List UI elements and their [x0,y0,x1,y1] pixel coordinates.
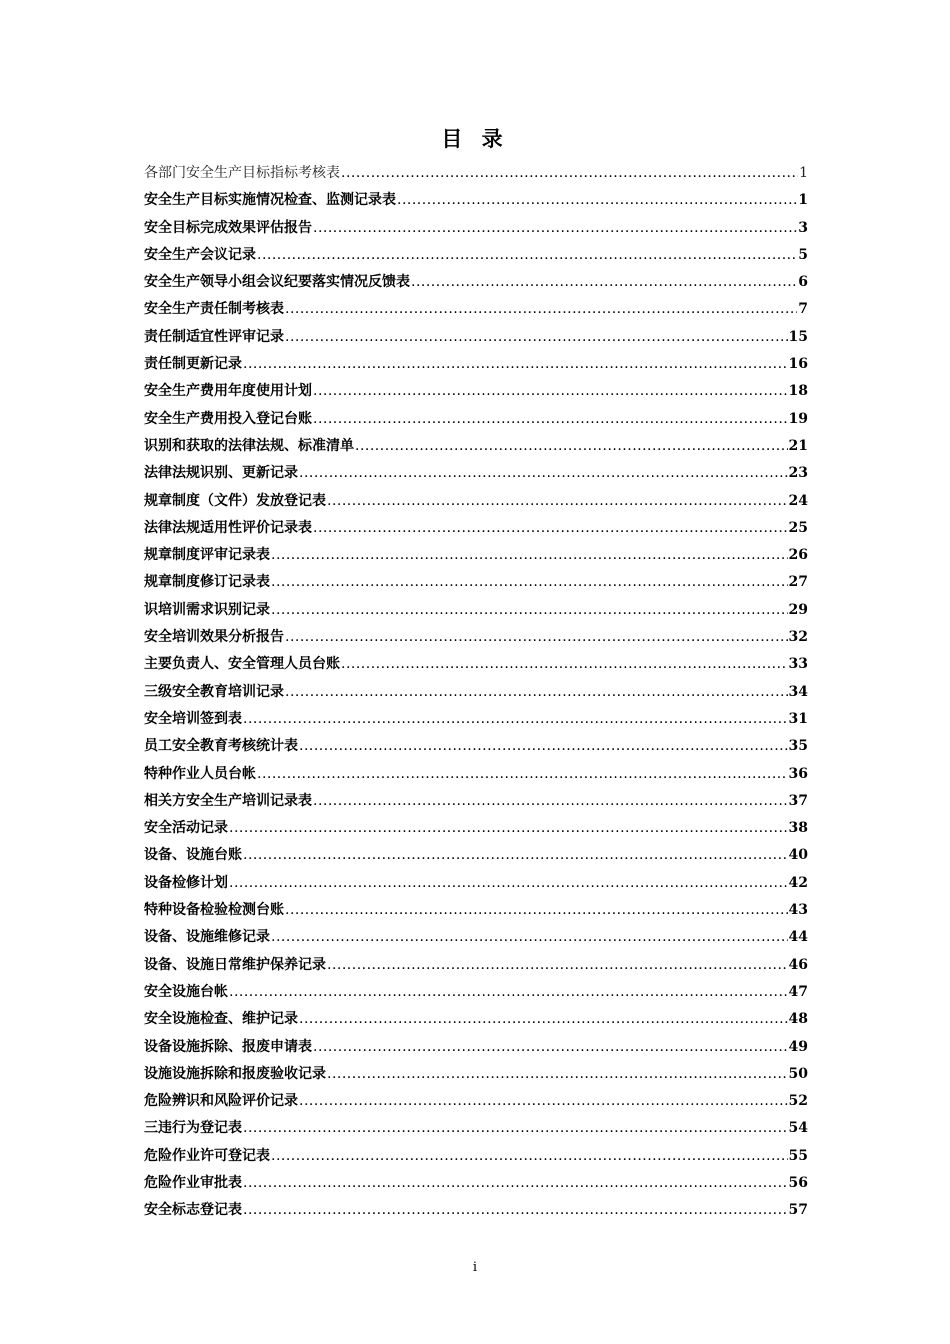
toc-entry-label: 安全生产责任制考核表 [144,301,284,318]
toc-entry-label: 危险作业审批表 [144,1174,242,1191]
toc-entry-page-number: 57 [788,1202,808,1219]
toc-entry-page-number: 54 [788,1120,808,1137]
toc-entry-page-number: 43 [788,902,808,919]
toc-entry-label: 相关方安全生产培训记录表 [144,792,312,809]
toc-entry[interactable] [144,242,808,269]
toc-entry[interactable] [144,296,808,323]
toc-entry-page-number: 46 [788,956,808,973]
page-title: 目 录 [441,126,509,151]
toc-dot-leader [285,624,788,651]
toc-entry[interactable] [144,351,808,378]
toc-entry-page-number: 48 [788,1011,808,1028]
toc-entry-page-number: 15 [788,328,808,345]
toc-entry-label: 识别和获取的法律法规、标准清单 [144,437,354,454]
toc-entry-page-number: 27 [788,574,808,591]
toc-entry-page-number: 24 [788,492,808,509]
toc-entry-label: 安全生产目标实施情况检查、监测记录表 [144,192,396,209]
toc-entry-page-number: 1 [799,165,808,181]
toc-entry[interactable] [144,1197,808,1224]
toc-entry-page-number: 40 [788,847,808,864]
toc-entry-page-number: 32 [788,629,808,646]
toc-dot-leader [271,924,788,951]
toc-entry-page-number: 44 [788,929,808,946]
toc-entry[interactable] [144,624,808,651]
toc-dot-leader [229,870,788,897]
toc-entry[interactable] [144,1143,808,1170]
toc-entry-page-number: 16 [788,356,808,373]
toc-entry[interactable] [144,433,808,460]
toc-entry[interactable] [144,488,808,515]
toc-entry-page-number: 38 [788,820,808,837]
toc-dot-leader [285,324,788,351]
toc-entry-page-number: 21 [788,437,808,454]
toc-entry-label: 设备设施拆除、报废申请表 [144,1038,312,1055]
toc-entry-page-number: 52 [788,1093,808,1110]
toc-entry-label: 安全培训签到表 [144,710,242,727]
toc-entry-label: 责任制更新记录 [144,356,242,373]
toc-entry-label: 设备、设施台账 [144,847,242,864]
toc-dot-leader [285,679,788,706]
toc-entry[interactable] [144,569,808,596]
toc-entry-page-number: 42 [788,874,808,891]
toc-entry[interactable] [144,187,808,214]
toc-dot-leader [299,460,788,487]
toc-entry[interactable] [144,870,808,897]
toc-dot-leader [257,761,788,788]
toc-entry-label: 安全生产会议记录 [144,246,256,263]
toc-dot-leader [313,406,788,433]
toc-entry[interactable] [144,515,808,542]
toc-entry-label: 责任制适宜性评审记录 [144,328,284,345]
toc-entry-label: 安全活动记录 [144,820,228,837]
toc-entry-page-number: 26 [788,547,808,564]
toc-dot-leader [411,269,797,296]
toc-entry-label: 特种设备检验检测台账 [144,902,284,919]
toc-entry-label: 危险辨识和风险评价记录 [144,1093,298,1110]
page-number-footer: i [472,1260,478,1275]
toc-entry[interactable] [144,979,808,1006]
toc-dot-leader [313,1034,788,1061]
toc-entry[interactable] [144,842,808,869]
toc-entry-label: 安全设施台帐 [144,983,228,1000]
toc-entry-page-number: 7 [798,301,808,318]
toc-dot-leader [229,979,788,1006]
toc-entry-page-number: 49 [788,1038,808,1055]
toc-dot-leader [299,1088,788,1115]
table-of-contents [144,160,808,1225]
toc-entry-label: 主要负责人、安全管理人员台账 [144,656,340,673]
toc-entry-page-number: 37 [788,792,808,809]
toc-entry-page-number: 47 [788,983,808,1000]
toc-entry-page-number: 35 [788,738,808,755]
toc-entry[interactable] [144,160,808,187]
toc-entry-label: 规章制度（文件）发放登记表 [144,492,326,509]
toc-entry-label: 法律法规适用性评价记录表 [144,519,312,536]
toc-dot-leader [229,815,788,842]
toc-entry-page-number: 23 [788,465,808,482]
toc-dot-leader [313,515,788,542]
toc-entry-page-number: 25 [788,519,808,536]
toc-dot-leader [341,160,798,187]
toc-dot-leader [271,1143,788,1170]
toc-entry[interactable] [144,269,808,296]
toc-entry[interactable] [144,924,808,951]
toc-entry-label: 法律法规识别、更新记录 [144,465,298,482]
toc-dot-leader [285,296,797,323]
toc-entry-label: 设备检修计划 [144,874,228,891]
toc-entry-page-number: 19 [788,410,808,427]
toc-dot-leader [299,1006,788,1033]
toc-entry-label: 安全目标完成效果评估报告 [144,219,312,236]
toc-entry-page-number: 6 [798,274,808,291]
toc-entry-label: 规章制度修订记录表 [144,574,270,591]
toc-dot-leader [313,378,788,405]
toc-entry-label: 三级安全教育培训记录 [144,683,284,700]
toc-entry-label: 安全培训效果分析报告 [144,629,284,646]
toc-dot-leader [313,788,788,815]
toc-entry-page-number: 34 [788,683,808,700]
toc-dot-leader [271,597,788,624]
toc-entry-label: 设备、设施日常维护保养记录 [144,956,326,973]
toc-dot-leader [285,897,788,924]
toc-entry[interactable] [144,952,808,979]
toc-dot-leader [327,1061,788,1088]
toc-entry[interactable] [144,460,808,487]
toc-entry[interactable] [144,1088,808,1115]
toc-dot-leader [243,842,788,869]
toc-entry-label: 三违行为登记表 [144,1120,242,1137]
toc-entry-label: 安全标志登记表 [144,1202,242,1219]
toc-dot-leader [257,242,797,269]
toc-dot-leader [243,1170,788,1197]
toc-dot-leader [327,488,788,515]
toc-dot-leader [243,351,788,378]
toc-entry-label: 安全设施检查、维护记录 [144,1011,298,1028]
toc-entry-label: 特种作业人员台帐 [144,765,256,782]
toc-entry[interactable] [144,706,808,733]
toc-dot-leader [271,569,788,596]
toc-entry-label: 安全生产费用投入登记台账 [144,410,312,427]
toc-entry-page-number: 5 [798,246,808,263]
toc-entry[interactable] [144,815,808,842]
toc-entry-page-number: 1 [798,192,808,209]
toc-entry-label: 识培训需求识别记录 [144,601,270,618]
toc-entry[interactable] [144,761,808,788]
toc-entry-page-number: 18 [788,383,808,400]
toc-entry-page-number: 56 [788,1174,808,1191]
toc-entry-label: 安全生产领导小组会议纪要落实情况反馈表 [144,274,410,291]
toc-entry[interactable] [144,1115,808,1142]
toc-dot-leader [355,433,788,460]
toc-entry-label: 各部门安全生产目标指标考核表 [144,165,340,181]
toc-entry[interactable] [144,679,808,706]
toc-entry-label: 设备、设施维修记录 [144,929,270,946]
toc-dot-leader [313,215,797,242]
toc-entry[interactable] [144,378,808,405]
toc-entry[interactable] [144,597,808,624]
toc-entry[interactable] [144,406,808,433]
toc-dot-leader [327,952,788,979]
toc-entry-page-number: 33 [788,656,808,673]
toc-entry[interactable] [144,733,808,760]
toc-entry-page-number: 55 [788,1147,808,1164]
toc-entry-label: 规章制度评审记录表 [144,547,270,564]
toc-entry-page-number: 50 [788,1065,808,1082]
toc-entry-page-number: 31 [788,710,808,727]
toc-dot-leader [341,651,788,678]
toc-entry[interactable] [144,324,808,351]
toc-dot-leader [243,706,788,733]
toc-entry-page-number: 29 [788,601,808,618]
toc-entry-page-number: 3 [798,219,808,236]
toc-entry[interactable] [144,1061,808,1088]
toc-entry-label: 危险作业许可登记表 [144,1147,270,1164]
toc-entry[interactable] [144,788,808,815]
toc-dot-leader [271,542,788,569]
toc-entry[interactable] [144,897,808,924]
toc-entry[interactable] [144,651,808,678]
toc-entry[interactable] [144,1006,808,1033]
toc-entry[interactable] [144,542,808,569]
toc-entry[interactable] [144,1170,808,1197]
toc-entry[interactable] [144,215,808,242]
toc-dot-leader [243,1197,788,1224]
toc-dot-leader [243,1115,788,1142]
toc-entry-label: 安全生产费用年度使用计划 [144,383,312,400]
toc-dot-leader [299,733,788,760]
toc-entry[interactable] [144,1034,808,1061]
toc-entry-label: 员工安全教育考核统计表 [144,738,298,755]
toc-entry-label: 设施设施拆除和报废验收记录 [144,1065,326,1082]
toc-entry-page-number: 36 [788,765,808,782]
toc-dot-leader [397,187,797,214]
